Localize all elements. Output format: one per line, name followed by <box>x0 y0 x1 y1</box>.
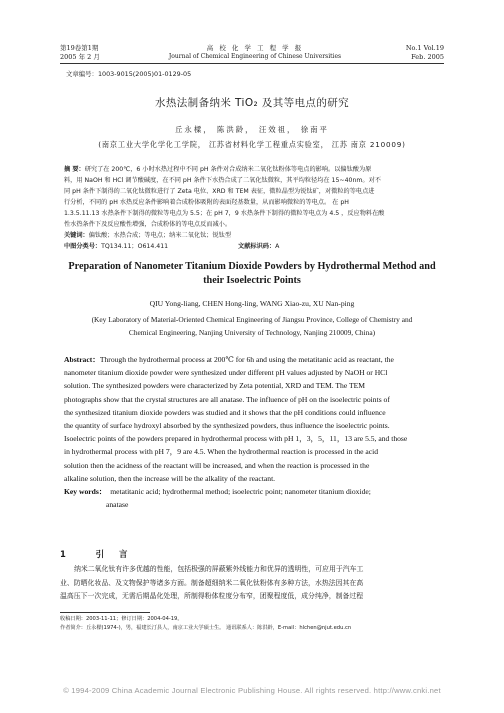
abstract-en-line: the quantity of surface hydroxyl absorbed by the synthesized powders, thus influence the isoelectric points. <box>64 421 390 431</box>
keywords-cn: 偏钛酸；水热合成；等电点；纳米二氧化钛；锐钛型 <box>88 232 232 239</box>
doc-code: A <box>275 243 280 250</box>
intro-line: 业、防晒化妆品、及文物保护等诸多方面。制备超细纳米二氧化钛粉体有多种方法，水热法因其在高 <box>60 578 364 587</box>
header-date-en: Feb. 2005 <box>411 53 444 61</box>
title-en-line: their Isoelectric Points <box>203 274 301 286</box>
abstract-en-line: nanometer titanium dioxide powder were synthesized under different pH values adjusted by NaOH or HCl <box>64 368 388 378</box>
clc-number: TQ134.11；O614.411 <box>101 243 169 250</box>
authors-cn: 丘永樑， 陈洪龄， 汪效祖， 徐南平 <box>175 125 329 134</box>
abstract-cn-line: 性水热条件下及反应酸性增强，合成粉体的等电点反而减小。 <box>64 221 232 228</box>
footnotes <box>60 615 444 632</box>
header-volume-en: No.1 Vol.19 <box>405 44 444 52</box>
header-date: 2005 年 2 月 <box>60 53 100 61</box>
title-en <box>60 260 444 287</box>
intro-line: 纳米二氧化钛有许多优越的性能，包括极强的屏蔽紫外线能力和优异的透明性，可应用于汽车工 <box>74 565 364 573</box>
abstract-en-line: solution. The synthesized powders were characterized by Zeta potential, XRD and TEM. The TEM <box>64 381 365 391</box>
keywords-cn-label: 关键词： <box>64 232 89 239</box>
intro-line: 温高压下一次完成，无需后期晶化处理，所制得粉体粒度分布窄，团聚程度低，成分纯净，制备过程 <box>60 592 364 600</box>
header-volume-cn: 第19卷第1期 <box>60 44 99 52</box>
copyright-notice: © 1994-2009 China Academic Journal Electronic Publishing House. All rights reserved. http://www.cnki.net <box>63 686 441 695</box>
abstract-en-line: the synthesized titanium dioxide powders was studied and it shows that the pH conditions could influence <box>64 407 386 417</box>
title-en-line: Preparation of Nanometer Titanium Dioxide Powders by Hydrothermal Method and <box>68 261 436 272</box>
keywords-en-line2: anatase <box>106 500 129 510</box>
section-title: 引 言 <box>95 549 134 559</box>
abstract-cn-line: 同 pH 条件下制得的二氧化钛微粒进行了 Zeta 电位、XRD 和 TEM 表征，微粒晶型为锐钛矿，对微粒的等电点进 <box>64 188 375 195</box>
abstract-cn-line: 研究了在 200℃，6 小时水热过程中不同 pH 条件对合成纳米二氧化钛粉体等电点的影响。以偏钛酸为原 <box>84 166 372 173</box>
abstract-en-line: photographs show that the crystal structures are all anatase. The influence of pH on the isoelectric points of <box>64 394 390 404</box>
abstract-en-label: Abstract： <box>64 355 100 364</box>
affiliation-en-line: (Key Laboratory of Material-Oriented Chemical Engineering of Jiangsu Province, College of Chemistry and <box>91 315 413 324</box>
affiliation-en <box>60 314 444 339</box>
header-rule <box>60 63 444 64</box>
footnote-received: 收稿日期：2003-11-11；修订日期：2004-04-19。 <box>60 616 183 622</box>
keywords-en: metatitanic acid; hydrothermal method; isoelectric point; nanometer titanium dioxide; <box>110 487 371 497</box>
abstract-en-line: Isoelectric points of the powders prepared in hydrothermal process with pH 1，3，5，11，13 are 5.5, and those <box>64 434 408 444</box>
header-journal-cn: 高 校 化 学 工 程 学 报 <box>206 44 304 52</box>
section-heading <box>60 548 133 560</box>
affiliation-en-line: Chemical Engineering, Nanjing University of Technology, Nanjing 210009, China) <box>128 327 376 337</box>
intro-paragraph <box>60 563 444 604</box>
affiliation-cn: (南京工业大学化学化工学院， 江苏省材料化学工程重点实验室， 江苏 南京 210009) <box>98 140 406 149</box>
authors-en: QIU Yong-liang, CHEN Hong-ling, WANG Xiao-zu, XU Nan-ping <box>149 299 355 308</box>
header-journal-en: Journal of Chemical Engineering of Chinese Universities <box>168 53 342 60</box>
abstract-en-line: Through the hydrothermal process at 200℃ for 6h and using the metatitanic acid as reactant, the <box>99 355 394 364</box>
abstract-en <box>64 353 440 511</box>
section-number: 1 <box>60 549 72 559</box>
abstract-cn <box>64 164 440 252</box>
footnote-rule <box>60 612 150 613</box>
doc-code-label: 文献标识码： <box>238 243 276 250</box>
abstract-cn-line: 1.3.5.11.13 水热条件下制得的微粒等电点为 5.5；在 pH 7，9 水热条件下制得的微粒等电点为 4.5 ，反应物料在酸 <box>64 210 385 217</box>
title-cn: 水热法制备纳米 TiO₂ 及其等电点的研究 <box>154 97 350 109</box>
abstract-cn-label: 摘 要： <box>64 166 85 173</box>
article-number: 文章编号：1003-9015(2005)01-0129-05 <box>66 70 192 78</box>
abstract-cn-line: 行分析，不同的 pH 水热反应条件影响着合成粉体吸附的表面羟基数量，从而影响微粒的等电点。 在 pH <box>64 199 349 206</box>
keywords-en-label: Key words： <box>64 487 107 497</box>
abstract-en-line: in hydrothermal process with pH 7，9 are 4.5. When the hydrothermal reaction is processed in the acid <box>64 447 379 457</box>
abstract-cn-line: 料，用 NaOH 和 HCl 调节酸碱度，在不同 pH 条件下水热合成了二氧化钛微粒，其平均粒径均在 15~40nm。对不 <box>64 177 381 184</box>
footnote-author: 作者简介：丘永樑(1974-)，男，福建长汀县人，南京工业大学硕士生。 通讯联系人：陈洪龄，E-mail：hlchen@njut.edu.cn <box>60 624 352 631</box>
abstract-en-line: solution then the acidness of the reactant will be increased, and when the reaction is processed in the <box>64 460 370 470</box>
abstract-en-line: alkaline solution, then the increase will be the alkality of the reactant. <box>64 473 276 483</box>
clc-label: 中图分类号： <box>64 243 102 250</box>
